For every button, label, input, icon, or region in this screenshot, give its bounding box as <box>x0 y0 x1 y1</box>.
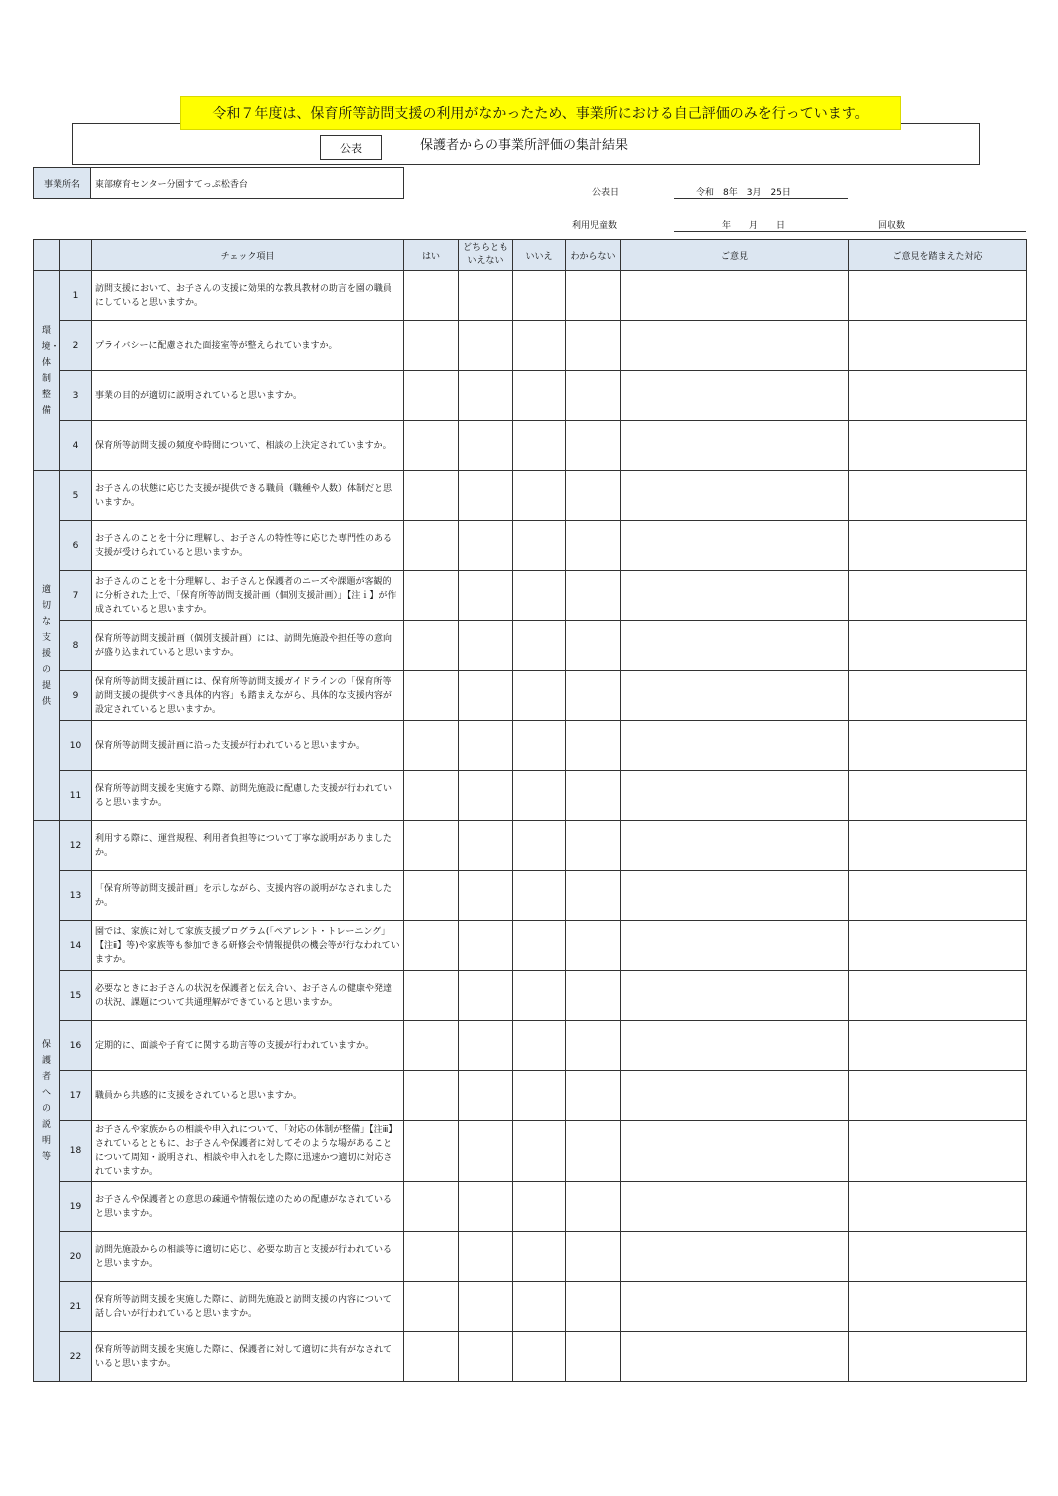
item-number: 10 <box>60 721 92 771</box>
answer-unknown-cell <box>566 421 621 471</box>
office-box <box>33 167 404 199</box>
item-number: 1 <box>60 271 92 321</box>
item-number: 11 <box>60 771 92 821</box>
answer-neither-cell <box>459 1232 513 1282</box>
answer-no-cell <box>513 1232 566 1282</box>
answer-no-cell <box>513 371 566 421</box>
response-cell <box>849 1332 1027 1382</box>
answer-yes-cell <box>404 1021 459 1071</box>
table-row <box>34 621 1027 671</box>
page-title: 保護者からの事業所評価の集計結果 <box>420 138 629 153</box>
header-opinion: ご意見 <box>621 240 849 271</box>
answer-unknown-cell <box>566 521 621 571</box>
answer-no-cell <box>513 1332 566 1382</box>
answer-yes-cell <box>404 921 459 971</box>
item-question: お子さんや家族からの相談や申入れについて、「対応の体制が整備」【注ⅲ】されているとともに、お子さんや保護者に対してそのような場があることについて周知・説明され、相談や申入れをした際に迅速かつ適切に対応されていますか。 <box>92 1121 404 1182</box>
answer-yes-cell <box>404 1332 459 1382</box>
response-cell <box>849 1071 1027 1121</box>
section-label <box>34 471 60 821</box>
table-row <box>34 871 1027 921</box>
response-cell <box>849 971 1027 1021</box>
answer-no-cell <box>513 971 566 1021</box>
response-cell <box>849 721 1027 771</box>
opinion-cell <box>621 821 849 871</box>
opinion-cell <box>621 571 849 621</box>
answer-unknown-cell <box>566 1121 621 1182</box>
answer-neither-cell <box>459 271 513 321</box>
table-row <box>34 521 1027 571</box>
answer-yes-cell <box>404 1182 459 1232</box>
item-question: 保育所等訪問支援を実施する際、訪問先施設に配慮した支援が行われていると思いますか。 <box>92 771 404 821</box>
answer-no-cell <box>513 1182 566 1232</box>
answer-no-cell <box>513 871 566 921</box>
item-question: 必要なときにお子さんの状況を保護者と伝え合い、お子さんの健康や発達の状況、課題について共通理解ができていると思いますか。 <box>92 971 404 1021</box>
answer-no-cell <box>513 1282 566 1332</box>
section-label-text: 適切な支援の提供 <box>41 584 51 707</box>
office-label: 事業所名 <box>34 168 91 198</box>
opinion-cell <box>621 671 849 721</box>
item-question: 職員から共感的に支援をされていると思いますか。 <box>92 1071 404 1121</box>
answer-yes-cell <box>404 1232 459 1282</box>
answer-yes-cell <box>404 821 459 871</box>
header-neither: どちらとも いえない <box>459 240 513 271</box>
answer-neither-cell <box>459 671 513 721</box>
answer-yes-cell <box>404 421 459 471</box>
item-question: 訪問支援において、お子さんの支援に効果的な教具教材の助言を園の職員にしていると思いますか。 <box>92 271 404 321</box>
item-question: 保育所等訪問支援計画（個別支援計画）には、訪問先施設や担任等の意向が盛り込まれていると思いますか。 <box>92 621 404 671</box>
response-cell <box>849 521 1027 571</box>
item-number: 13 <box>60 871 92 921</box>
table-row <box>34 1182 1027 1232</box>
table-row <box>34 721 1027 771</box>
answer-no-cell <box>513 921 566 971</box>
answer-no-cell <box>513 1071 566 1121</box>
answer-unknown-cell <box>566 1282 621 1332</box>
opinion-cell <box>621 971 849 1021</box>
item-question: 訪問先施設からの相談等に適切に応じ、必要な助言と支援が行われていると思いますか。 <box>92 1232 404 1282</box>
answer-unknown-cell <box>566 771 621 821</box>
collected-label: 回収数 <box>878 221 906 231</box>
answer-unknown-cell <box>566 621 621 671</box>
answer-neither-cell <box>459 821 513 871</box>
item-question: お子さんや保護者との意思の疎通や情報伝達のための配慮がなされていると思いますか。 <box>92 1182 404 1232</box>
office-value: 東部療育センター分園すてっぷ松香台 <box>95 179 248 190</box>
notice-banner: 令和７年度は、保育所等訪問支援の利用がなかったため、事業所における自己評価のみを行っています。 <box>180 96 901 130</box>
item-number: 19 <box>60 1182 92 1232</box>
item-question: 保育所等訪問支援計画には、保育所等訪問支援ガイドラインの「保育所等訪問支援の提供すべき具体的内容」も踏まえながら、具体的な支援内容が設定されていると思いますか。 <box>92 671 404 721</box>
answer-unknown-cell <box>566 721 621 771</box>
response-cell <box>849 921 1027 971</box>
opinion-cell <box>621 1182 849 1232</box>
response-cell <box>849 1121 1027 1182</box>
answer-neither-cell <box>459 971 513 1021</box>
table-row <box>34 271 1027 321</box>
header-unknown: わからない <box>566 240 621 271</box>
item-number: 18 <box>60 1121 92 1182</box>
answer-no-cell <box>513 321 566 371</box>
table-header-row <box>34 240 1027 271</box>
answer-yes-cell <box>404 371 459 421</box>
answer-yes-cell <box>404 1121 459 1182</box>
answer-unknown-cell <box>566 571 621 621</box>
answer-no-cell <box>513 821 566 871</box>
response-cell <box>849 671 1027 721</box>
table-row <box>34 1121 1027 1182</box>
item-number: 4 <box>60 421 92 471</box>
answer-unknown-cell <box>566 671 621 721</box>
opinion-cell <box>621 1332 849 1382</box>
item-number: 17 <box>60 1071 92 1121</box>
answer-neither-cell <box>459 521 513 571</box>
answer-neither-cell <box>459 571 513 621</box>
answer-unknown-cell <box>566 921 621 971</box>
answer-yes-cell <box>404 671 459 721</box>
answer-neither-cell <box>459 871 513 921</box>
table-row <box>34 1071 1027 1121</box>
answer-neither-cell <box>459 771 513 821</box>
answer-neither-cell <box>459 471 513 521</box>
answer-no-cell <box>513 771 566 821</box>
answer-unknown-cell <box>566 471 621 521</box>
answer-unknown-cell <box>566 271 621 321</box>
item-number: 9 <box>60 671 92 721</box>
response-cell <box>849 1182 1027 1232</box>
answer-yes-cell <box>404 871 459 921</box>
item-question: 保育所等訪問支援の頻度や時間について、相談の上決定されていますか。 <box>92 421 404 471</box>
answer-unknown-cell <box>566 1071 621 1121</box>
item-question: 「保育所等訪問支援計画」を示しながら、支援内容の説明がなされましたか。 <box>92 871 404 921</box>
item-question: 保育所等訪問支援を実施した際に、訪問先施設と訪問支援の内容について話し合いが行われていると思いますか。 <box>92 1282 404 1332</box>
item-number: 14 <box>60 921 92 971</box>
item-number: 22 <box>60 1332 92 1382</box>
opinion-cell <box>621 271 849 321</box>
answer-neither-cell <box>459 921 513 971</box>
table-row <box>34 771 1027 821</box>
opinion-cell <box>621 871 849 921</box>
table-row <box>34 971 1027 1021</box>
answer-no-cell <box>513 621 566 671</box>
section-label <box>34 271 60 471</box>
header-yes: はい <box>404 240 459 271</box>
answer-neither-cell <box>459 721 513 771</box>
opinion-cell <box>621 471 849 521</box>
answer-no-cell <box>513 1121 566 1182</box>
response-cell <box>849 871 1027 921</box>
opinion-cell <box>621 621 849 671</box>
response-cell <box>849 321 1027 371</box>
table-row <box>34 571 1027 621</box>
answer-unknown-cell <box>566 321 621 371</box>
answer-no-cell <box>513 471 566 521</box>
header-blank <box>60 240 92 271</box>
table-row <box>34 1282 1027 1332</box>
item-number: 5 <box>60 471 92 521</box>
item-question: 事業の目的が適切に説明されていると思いますか。 <box>92 371 404 421</box>
item-question: お子さんのことを十分に理解し、お子さんの特性等に応じた専門性のある支援が受けられていると思いますか。 <box>92 521 404 571</box>
section-label <box>34 821 60 1382</box>
answer-neither-cell <box>459 1121 513 1182</box>
answer-unknown-cell <box>566 1021 621 1071</box>
item-question: 保育所等訪問支援計画に沿った支援が行われていると思いますか。 <box>92 721 404 771</box>
opinion-cell <box>621 321 849 371</box>
table-row <box>34 421 1027 471</box>
item-question: プライバシーに配慮された面接室等が整えられていますか。 <box>92 321 404 371</box>
response-cell <box>849 771 1027 821</box>
answer-unknown-cell <box>566 871 621 921</box>
pub-date-value: 令和 8年 3月 25日 <box>674 185 848 199</box>
response-cell <box>849 821 1027 871</box>
item-question: お子さんのことを十分理解し、お子さんと保護者のニーズや課題が客観的に分析された上で、「保育所等訪問支援計画（個別支援計画）」【注ｉ】が作成されていると思いますか。 <box>92 571 404 621</box>
opinion-cell <box>621 371 849 421</box>
answer-neither-cell <box>459 1182 513 1232</box>
header-blank <box>34 240 60 271</box>
item-question: 定期的に、面談や子育てに関する助言等の支援が行われていますか。 <box>92 1021 404 1071</box>
header-check-item: チェック項目 <box>92 240 404 271</box>
header-response: ご意見を踏まえた対応 <box>849 240 1027 271</box>
opinion-cell <box>621 421 849 471</box>
item-question: 園では、家族に対して家族支援プログラム(「ペアレント・トレーニング」【注ⅱ】等)や家族等も参加できる研修会や情報提供の機会等が行なわれていますか。 <box>92 921 404 971</box>
item-number: 7 <box>60 571 92 621</box>
response-cell <box>849 471 1027 521</box>
answer-unknown-cell <box>566 1232 621 1282</box>
answer-no-cell <box>513 721 566 771</box>
answer-unknown-cell <box>566 971 621 1021</box>
item-number: 21 <box>60 1282 92 1332</box>
item-question: お子さんの状態に応じた支援が提供できる職員（職種や人数）体制だと思いますか。 <box>92 471 404 521</box>
answer-yes-cell <box>404 621 459 671</box>
response-cell <box>849 1021 1027 1071</box>
response-cell <box>849 1282 1027 1332</box>
answer-no-cell <box>513 521 566 571</box>
response-cell <box>849 571 1027 621</box>
item-question: 利用する際に、運営規程、利用者負担等について丁寧な説明がありましたか。 <box>92 821 404 871</box>
opinion-cell <box>621 921 849 971</box>
answer-neither-cell <box>459 421 513 471</box>
item-number: 16 <box>60 1021 92 1071</box>
response-cell <box>849 421 1027 471</box>
table-row <box>34 821 1027 871</box>
table-row <box>34 1332 1027 1382</box>
item-number: 12 <box>60 821 92 871</box>
table-row <box>34 321 1027 371</box>
table-row <box>34 371 1027 421</box>
answer-yes-cell <box>404 971 459 1021</box>
item-number: 2 <box>60 321 92 371</box>
answer-neither-cell <box>459 321 513 371</box>
answer-yes-cell <box>404 1282 459 1332</box>
answer-yes-cell <box>404 271 459 321</box>
response-cell <box>849 1232 1027 1282</box>
answer-no-cell <box>513 571 566 621</box>
answer-no-cell <box>513 1021 566 1071</box>
table-row <box>34 471 1027 521</box>
answer-yes-cell <box>404 721 459 771</box>
table-row <box>34 671 1027 721</box>
item-number: 8 <box>60 621 92 671</box>
response-cell <box>849 621 1027 671</box>
opinion-cell <box>621 1232 849 1282</box>
item-number: 6 <box>60 521 92 571</box>
answer-no-cell <box>513 421 566 471</box>
header-no: いいえ <box>513 240 566 271</box>
item-number: 20 <box>60 1232 92 1282</box>
opinion-cell <box>621 721 849 771</box>
section-label-text: 環境・体制整備 <box>41 325 60 416</box>
answer-unknown-cell <box>566 371 621 421</box>
answer-neither-cell <box>459 1021 513 1071</box>
response-cell <box>849 271 1027 321</box>
answer-neither-cell <box>459 1332 513 1382</box>
response-cell <box>849 371 1027 421</box>
users-value: 年 月 日 <box>674 218 1026 232</box>
public-badge: 公表 <box>320 135 382 160</box>
item-number: 15 <box>60 971 92 1021</box>
item-number: 3 <box>60 371 92 421</box>
opinion-cell <box>621 1021 849 1071</box>
opinion-cell <box>621 1071 849 1121</box>
opinion-cell <box>621 521 849 571</box>
opinion-cell <box>621 1282 849 1332</box>
answer-no-cell <box>513 271 566 321</box>
answer-yes-cell <box>404 771 459 821</box>
answer-unknown-cell <box>566 1332 621 1382</box>
table-row <box>34 921 1027 971</box>
answer-neither-cell <box>459 1071 513 1121</box>
answer-unknown-cell <box>566 821 621 871</box>
section-label-text: 保護者への説明等 <box>41 1040 51 1162</box>
answer-unknown-cell <box>566 1182 621 1232</box>
answer-no-cell <box>513 671 566 721</box>
pub-date-label: 公表日 <box>592 188 620 198</box>
table-row <box>34 1021 1027 1071</box>
item-question: 保育所等訪問支援を実施した際に、保護者に対して適切に共有がなされていると思いますか。 <box>92 1332 404 1382</box>
answer-yes-cell <box>404 521 459 571</box>
answer-yes-cell <box>404 471 459 521</box>
opinion-cell <box>621 771 849 821</box>
answer-yes-cell <box>404 1071 459 1121</box>
table-row <box>34 1232 1027 1282</box>
users-label: 利用児童数 <box>572 221 618 231</box>
answer-neither-cell <box>459 371 513 421</box>
answer-yes-cell <box>404 571 459 621</box>
opinion-cell <box>621 1121 849 1182</box>
evaluation-table <box>33 239 1027 1382</box>
answer-neither-cell <box>459 1282 513 1332</box>
answer-yes-cell <box>404 321 459 371</box>
answer-neither-cell <box>459 621 513 671</box>
